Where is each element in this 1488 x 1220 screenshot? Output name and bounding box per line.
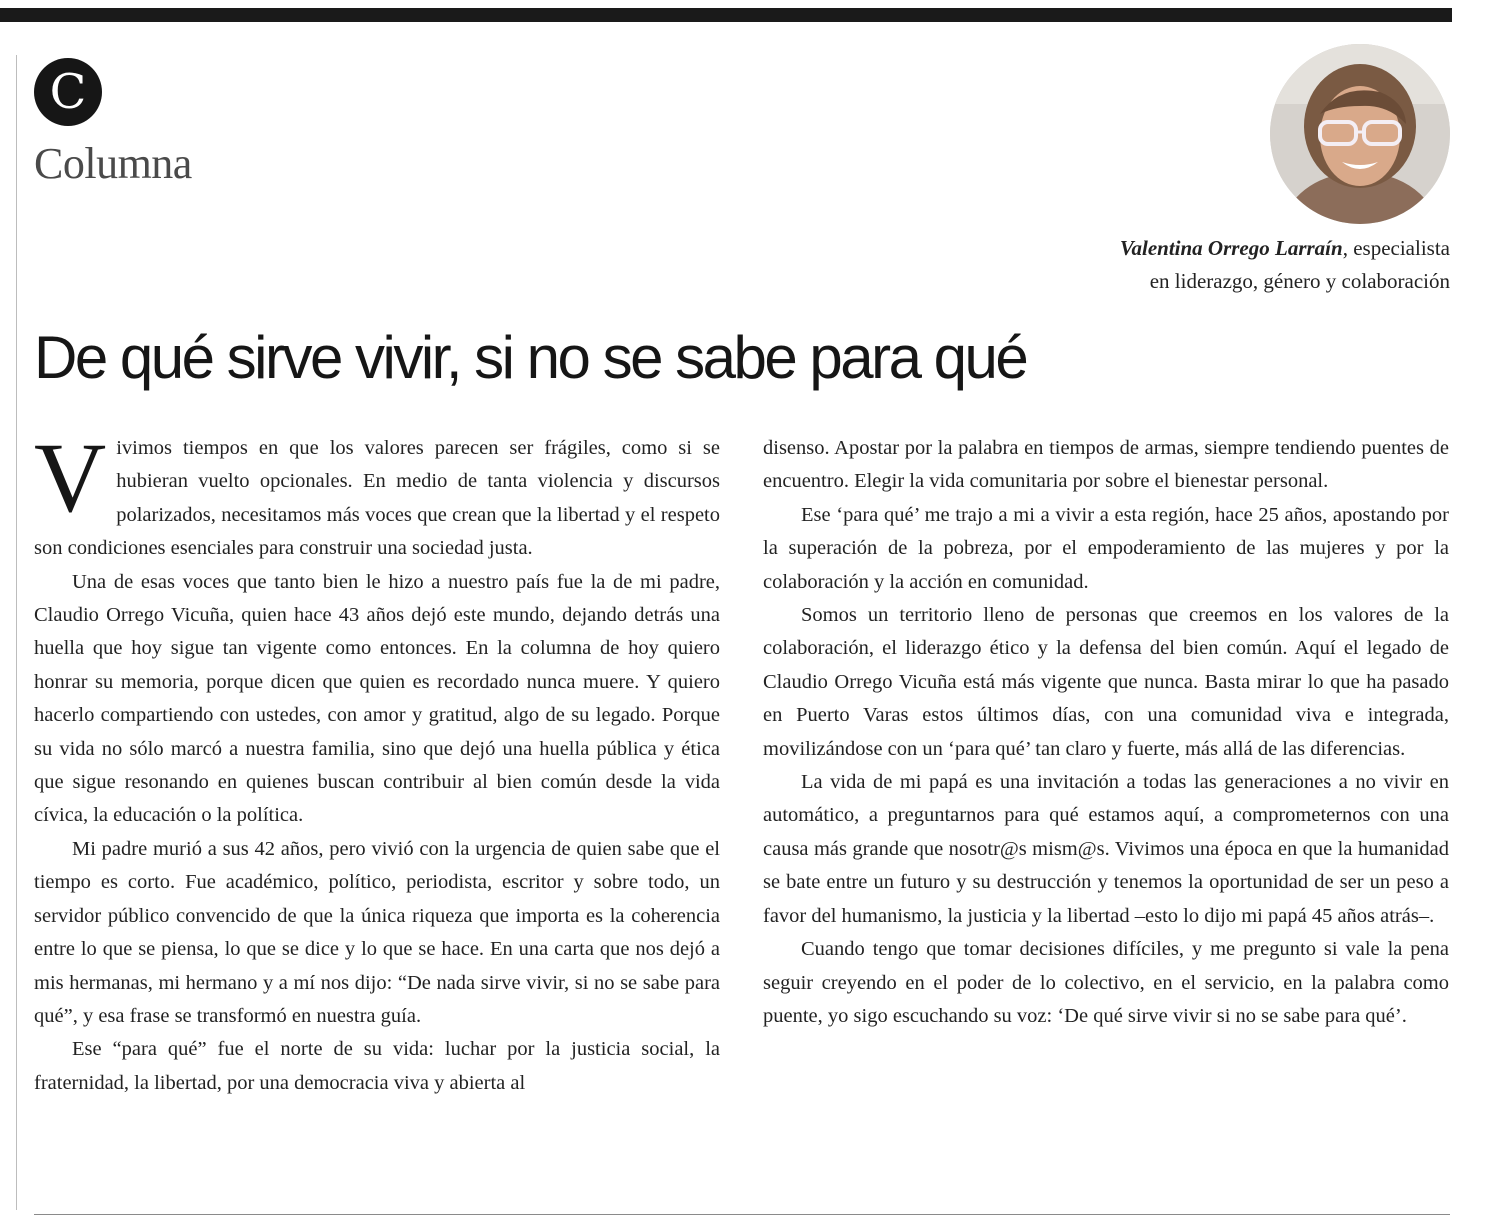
article-paragraph: Ese “para qué” fue el norte de su vida: luchar por la justicia social, la fraternidad, la libertad, por una democracia viva y abierta al — [34, 1038, 720, 1094]
top-rule — [0, 8, 1452, 22]
headline: De qué sirve vivir, si no se sabe para qué — [34, 324, 1027, 391]
article-paragraph: Cuando tengo que tomar decisiones difíciles, y me pregunto si vale la pena seguir creyendo en el poder de lo colectivo, en el servicio, en la palabra como puente, yo sigo escuchando su voz: ‘De qué sirve vivir si no se sabe para qué’. — [763, 938, 1449, 1027]
article-paragraph: La vida de mi papá es una invitación a todas las generaciones a no vivir en automático, a preguntarnos para qué estamos aquí, a comprometernos con una causa más grande que nosotr@s mism@s. Vivimos una época en que la humanidad se bate entre un futuro y su destrucción y tenemos la oportunidad de ser un peso a favor del humanismo, la justicia y la libertad –esto lo dijo mi papá 45 años atrás–. — [763, 771, 1449, 927]
section-badge-icon — [34, 58, 102, 126]
section-badge-letter: C — [49, 64, 87, 120]
bottom-rule — [34, 1214, 1450, 1215]
article-column-left — [34, 422, 720, 1100]
drop-cap: V — [34, 422, 107, 533]
author-portrait-icon — [1270, 44, 1450, 224]
article-paragraph: Somos un territorio lleno de personas que creemos en los valores de la colaboración, el liderazgo ético y la defensa del bien común. Aquí el legado de Claudio Orrego Vicuña está más vigente que nunca. Basta mirar lo que ha pasado en Puerto Varas estos últimos días, con una comunidad viva e integrada, movilizándose con un ‘para qué’ tan claro y fuerte, más allá de las diferencias. — [763, 604, 1449, 760]
section-label: Columna — [34, 139, 192, 188]
author-photo — [1270, 44, 1450, 224]
byline — [850, 232, 1450, 298]
article-column-right — [763, 432, 1449, 1033]
author-role-line1: , especialista — [1342, 236, 1450, 260]
left-column-rule — [16, 55, 17, 1210]
author-role-line2: en liderazgo, género y colaboración — [1149, 269, 1450, 293]
author-name: Valentina Orrego Larraín — [1119, 236, 1343, 260]
article-paragraph: Mi padre murió a sus 42 años, pero vivió con la urgencia de quien sabe que el tiempo es corto. Fue académico, político, periodista, escritor y sobre todo, un servidor público convencido de que la única riqueza que importa es la coherencia entre lo que se piensa, lo que se dice y lo que se hace. En una carta que nos dejó a mis hermanas, mi hermano y a mí nos dijo: “De nada sirve vivir, si no se sabe para qué”, y esa frase se transformó en nuestra guía. — [34, 837, 720, 1027]
article-paragraph: disenso. Apostar por la palabra en tiempos de armas, siempre tendiendo puentes de encuentro. Elegir la vida comunitaria por sobre el bienestar personal. — [763, 437, 1449, 493]
article-paragraph: Vivimos tiempos en que los valores parecen ser frágiles, como si se hubieran vuelto opcionales. En medio de tanta violencia y discursos polarizados, necesitamos más voces que crean que la libertad y el respeto son condiciones esenciales para construir una sociedad justa. — [34, 422, 720, 560]
article-paragraph: Ese ‘para qué’ me trajo a mi a vivir a esta región, hace 25 años, apostando por la superación de la pobreza, por el empoderamiento de las mujeres y por la colaboración y la acción en comunidad. — [763, 503, 1449, 593]
article-paragraph: Una de esas voces que tanto bien le hizo a nuestro país fue la de mi padre, Claudio Orrego Vicuña, quien hace 43 años dejó este mundo, dejando detrás una huella que hoy sigue tan vigente como entonces. En la columna de hoy quiero honrar su memoria, porque dicen que quien es recordado nunca muere. Y quiero hacerlo compartiendo con ustedes, con amor y gratitud, algo de su legado. Porque su vida no sólo marcó a nuestra familia, sino que dejó una huella pública y ética que sigue resonando en quienes buscan contribuir al bien común desde la vida cívica, la educación o la política. — [34, 570, 720, 827]
